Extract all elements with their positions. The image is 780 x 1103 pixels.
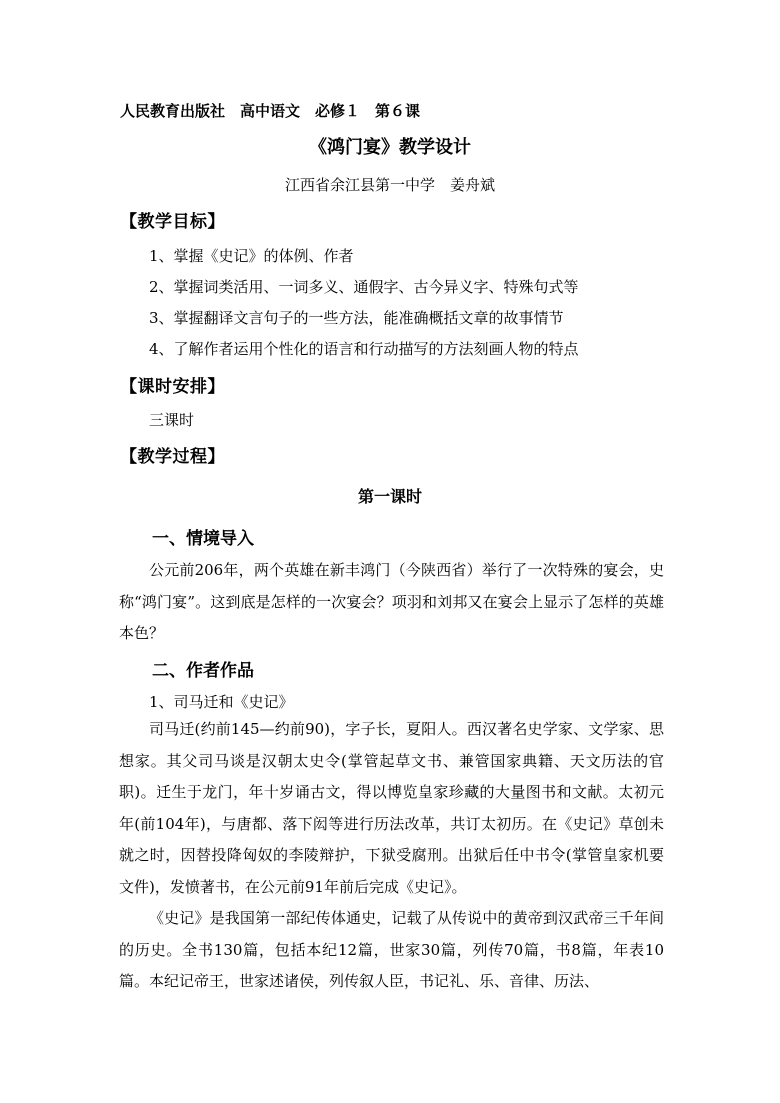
process-heading: 【教学过程】 bbox=[120, 447, 225, 467]
schedule-heading: 【课时安排】 bbox=[120, 377, 225, 397]
publisher-line: 人民教育出版社 高中语文 必修１ 第６课 bbox=[120, 102, 421, 120]
lesson-title: 第一课时 bbox=[357, 487, 422, 506]
document-title: 《鸿门宴》教学设计 bbox=[309, 137, 471, 158]
objective-item: 1、掌握《史记》的体例、作者 bbox=[149, 247, 354, 265]
intro-heading: 一、情境导入 bbox=[152, 529, 254, 549]
works-subheading: 1、司马迁和《史记》 bbox=[149, 693, 294, 711]
objective-item: 2、掌握词类活用、一词多义、通假字、古今异义字、特殊句式等 bbox=[149, 278, 579, 296]
objective-item: 4、了解作者运用个性化的语言和行动描写的方法刻画人物的特点 bbox=[149, 340, 579, 358]
author-line: 江西省余江县第一中学 姜舟斌 bbox=[284, 176, 495, 194]
objective-item: 3、掌握翻译文言句子的一些方法，能准确概括文章的故事情节 bbox=[149, 309, 564, 327]
objectives-heading: 【教学目标】 bbox=[120, 212, 225, 232]
schedule-text: 三课时 bbox=[149, 411, 195, 429]
intro-paragraph: 公元前206年，两个英雄在新丰鸿门（今陕西省）举行了一次特殊的宴会，史称“鸿门宴”。这到底是怎样的一次宴会？项羽和刘邦又在宴会上显示了怎样的英雄本色？ bbox=[119, 561, 664, 642]
works-heading: 二、作者作品 bbox=[152, 661, 254, 681]
shiji-paragraph: 《史记》是我国第一部纪传体通史，记载了从传说中的黄帝到汉武帝三千年间的历史。全书130篇，包括本纪12篇，世家30篇，列传70篇，书8篇，年表10篇。本纪记帝王，世家述诸侯，列传叙人臣，书记礼、乐、音律、历法、 bbox=[119, 909, 664, 990]
sima-qian-paragraph: 司马迁(约前145—约前90)，字子长，夏阳人。西汉著名史学家、文学家、思想家。其父司马谈是汉朝太史令(掌管起草文书、兼管国家典籍、天文历法的官职)。迁生于龙门，年十岁诵古文，得以博览皇家珍藏的大量图书和文献。太初元年(前104年)，与唐都、落下闳等进行历法改革，共订太初历。在《史记》草创未就之时，因替投降匈奴的李陵辩护，下狱受腐刑。出狱后任中书令(掌管皇家机要文件)，发愤著书，在公元前91年前后完成《史记》。 bbox=[119, 720, 664, 896]
